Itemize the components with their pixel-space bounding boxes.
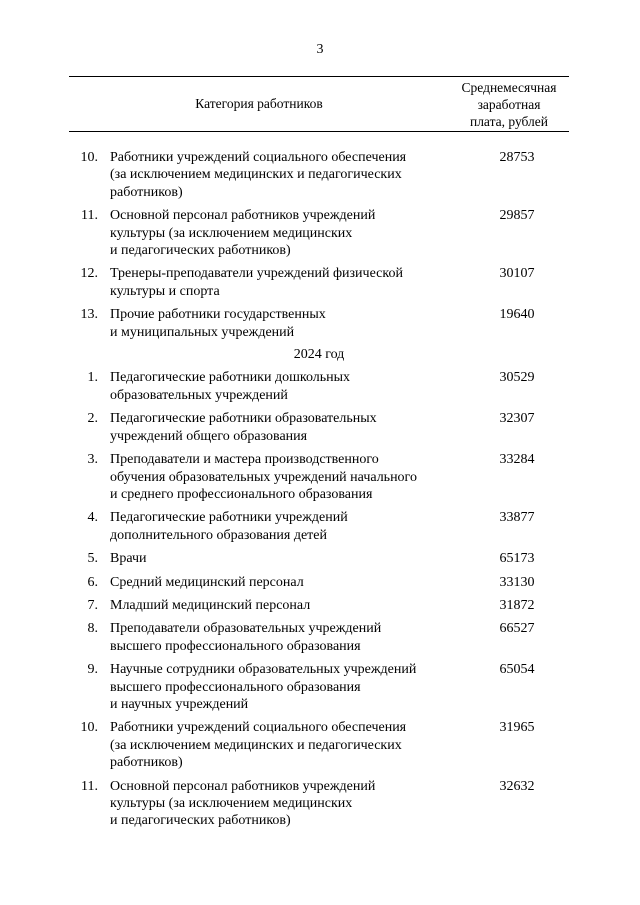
table-row [69, 451, 569, 503]
row-number: 5. [87, 551, 98, 567]
table-row [69, 778, 569, 830]
row-category: Врачи [110, 551, 147, 567]
row-category: Средний медицинский персонал [110, 574, 304, 590]
rows-2024 [69, 369, 569, 829]
table-row [69, 369, 569, 404]
table-row [69, 574, 569, 591]
table-row [69, 410, 569, 445]
row-category: Прочие работники государственных и муниципальных учреждений [110, 307, 326, 340]
row-salary: 66527 [499, 621, 535, 637]
table-row [69, 207, 569, 259]
row-salary: 33130 [499, 574, 535, 590]
row-number: 13. [80, 307, 98, 323]
row-salary: 29857 [499, 208, 535, 224]
row-salary: 32307 [499, 411, 535, 427]
row-number: 10. [80, 150, 98, 165]
table-row [69, 149, 569, 201]
table-row [69, 509, 569, 544]
row-category: Педагогические работники образовательных учреждений общего образования [110, 411, 377, 444]
row-category: Научные сотрудники образовательных учреждений высшего профессионального образования и научных учреждений [110, 662, 417, 712]
row-salary: 19640 [499, 307, 535, 323]
rows-2023 [69, 149, 569, 341]
row-category: Младший медицинский персонал [110, 597, 311, 613]
row-salary: 65173 [499, 551, 535, 567]
row-salary: 31965 [499, 720, 535, 736]
row-category: Основной персонал работников учреждений культуры (за исключением медицинских и педагогических работников) [110, 208, 376, 259]
row-number: 12. [80, 266, 98, 282]
row-category: Преподаватели образовательных учреждений высшего профессионального образования [110, 621, 382, 654]
row-number: 3. [87, 452, 98, 468]
row-number: 11. [81, 778, 98, 794]
row-salary: 32632 [499, 778, 535, 794]
row-salary: 31872 [499, 597, 535, 613]
row-number: 1. [87, 370, 98, 386]
row-salary: 30529 [499, 370, 535, 386]
row-category: Основной персонал работников учреждений культуры (за исключением медицинских и педагогических работников) [110, 778, 376, 829]
row-category: Работники учреждений социального обеспечения (за исключением медицинских и педагогических работников) [110, 150, 407, 200]
row-number: 2. [87, 411, 98, 427]
row-number: 11. [81, 208, 98, 224]
row-category: Преподаватели и мастера производственного обучения образовательных учреждений начального и среднего профессионального образования [110, 452, 417, 502]
table-row [69, 306, 569, 341]
row-number: 7. [87, 597, 98, 613]
header-category: Категория работников [195, 96, 323, 111]
table-row [69, 719, 569, 771]
salary-table [69, 76, 569, 836]
row-category: Тренеры-преподаватели учреждений физической культуры и спорта [110, 266, 403, 299]
year-label: 2024 год [293, 347, 345, 363]
row-number: 8. [87, 621, 98, 637]
row-number: 10. [80, 720, 98, 736]
row-category: Педагогические работники учреждений дополнительного образования детей [110, 510, 348, 543]
header-pay: Среднемесячная заработная плата, рублей [461, 80, 557, 129]
row-salary: 33877 [499, 510, 535, 526]
table-row [69, 550, 569, 567]
table-row [69, 661, 569, 713]
table-row [69, 597, 569, 614]
row-category: Работники учреждений социального обеспечения (за исключением медицинских и педагогических работников) [110, 720, 407, 771]
row-salary: 30107 [499, 266, 535, 282]
table-row [69, 620, 569, 655]
table-body [69, 132, 569, 830]
row-category: Педагогические работники дошкольных образовательных учреждений [110, 370, 351, 403]
row-salary: 65054 [499, 662, 535, 678]
table-row [69, 265, 569, 300]
page-number: 3 [316, 42, 324, 57]
row-number: 6. [87, 574, 98, 590]
table-header [69, 76, 569, 132]
row-salary: 33284 [499, 452, 535, 468]
row-salary: 28753 [499, 150, 535, 165]
row-number: 4. [87, 510, 98, 526]
row-number: 9. [87, 662, 98, 678]
